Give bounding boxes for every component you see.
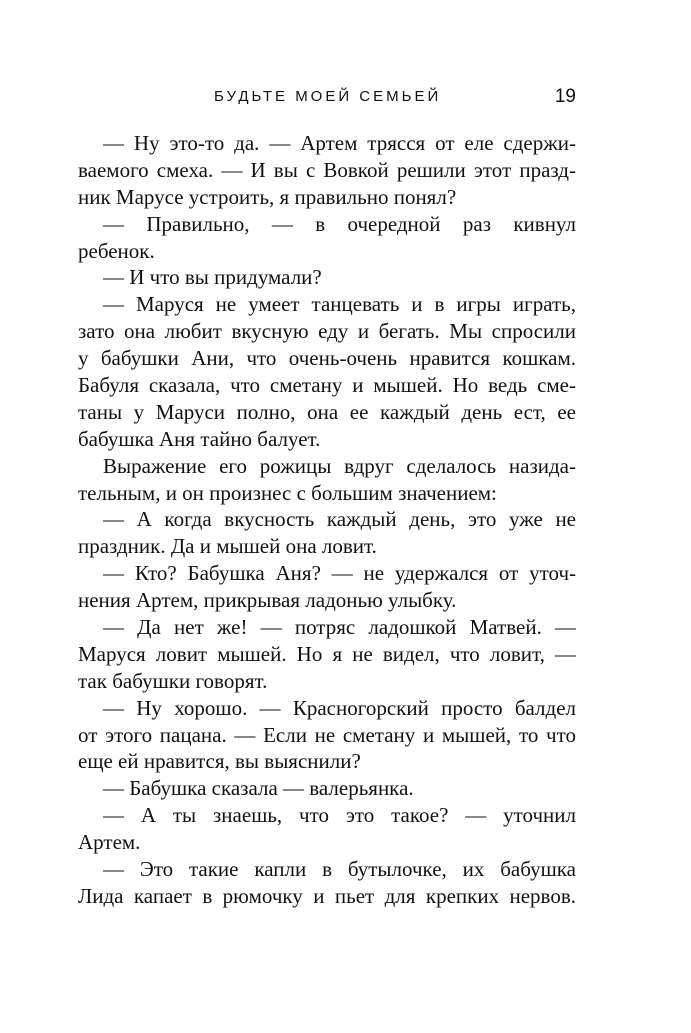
text-line: — Маруся не умеет танцевать и в игры играть,	[103, 292, 576, 317]
body-text	[78, 130, 576, 910]
text-line: нения Артем, прикрывая ладонью улыбку.	[78, 588, 457, 613]
text-line: ник Марусе устроить, я правильно понял?	[78, 184, 457, 209]
text-line: таны у Маруси полно, она ее каждый день ест, ее	[78, 399, 576, 424]
text-line: от этого пацана. — Если не сметану и мышей, то что	[78, 722, 576, 747]
text-line: — Правильно, — в очередной раз кивнул	[103, 211, 576, 236]
text-line: у бабушки Ани, что очень-очень нравится кошкам.	[78, 346, 576, 371]
text-line: — Кто? Бабушка Аня? — не удержался от уточ-	[103, 561, 576, 586]
running-head	[110, 88, 576, 112]
text-line: — Ну хорошо. — Красногорский просто балдел	[103, 695, 576, 720]
text-line: — Это такие капли в бутылочке, их бабушка	[103, 857, 576, 882]
text-line: Маруся ловит мышей. Но я не видел, что ловит, —	[78, 641, 576, 666]
text-line: Лида капает в рюмочку и пьет для крепких нервов.	[78, 883, 576, 908]
text-line: — И что вы придумали?	[103, 265, 322, 290]
text-line: праздник. Да и мышей она ловит.	[78, 534, 377, 559]
text-line: так бабушки говорят.	[78, 668, 268, 693]
text-line: — Бабушка сказала — валерьянка.	[103, 776, 414, 801]
text-line: бабушка Аня тайно балует.	[78, 426, 321, 451]
text-line: Выражение его рожицы вдруг сделалось назида-	[103, 453, 576, 478]
text-line: Артем.	[78, 830, 141, 855]
page-number: 19	[554, 86, 576, 107]
text-line: зато она любит вкусную еду и бегать. Мы спросили	[78, 319, 576, 344]
text-line: еще ей нравится, вы выяснили?	[78, 749, 361, 774]
text-line: ребенок.	[78, 238, 155, 263]
text-line: — А когда вкусность каждый день, это уже не	[103, 507, 576, 532]
book-title: БУДЬТЕ МОЕЙ СЕМЬЕЙ	[214, 88, 442, 105]
text-line: ваемого смеха. — И вы с Вовкой решили этот празд-	[78, 157, 576, 182]
text-line: — А ты знаешь, что это такое? — уточнил	[103, 803, 576, 828]
text-line: — Да нет же! — потряс ладошкой Матвей. —	[103, 615, 576, 640]
text-line: — Ну это-то да. — Артем трясся от еле сдержи-	[103, 131, 576, 155]
text-line: Бабуля сказала, что сметану и мышей. Но ведь сме-	[78, 373, 576, 398]
text-line: тельным, и он произнес с большим значением:	[78, 480, 497, 505]
